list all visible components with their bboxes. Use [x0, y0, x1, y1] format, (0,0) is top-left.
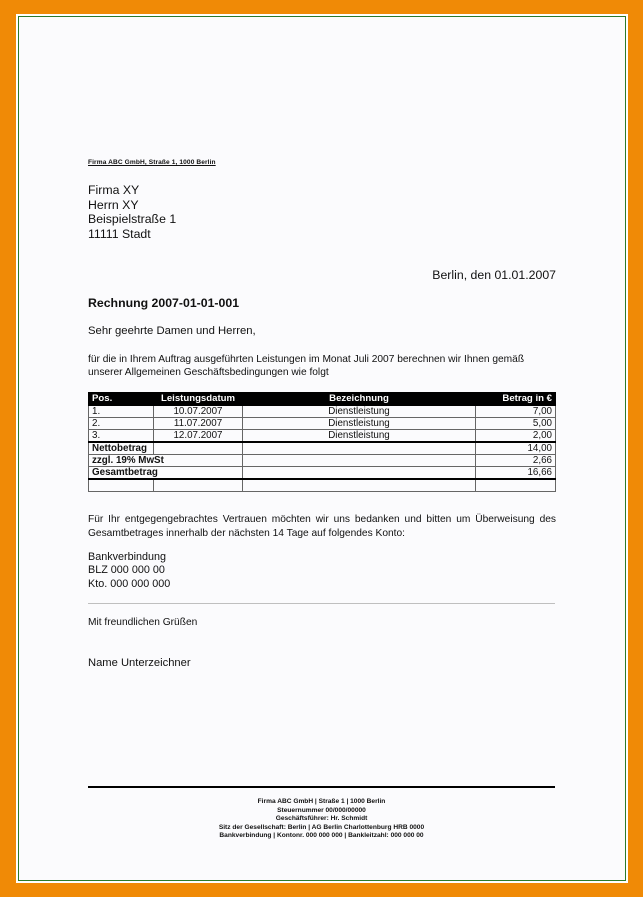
divider [88, 603, 555, 604]
empty-cell [154, 442, 243, 455]
footer-line: Bankverbindung | Kontonr. 000 000 000 | Bankleitzahl: 000 000 00 [219, 832, 424, 840]
cell-description: Dienstleistung [243, 418, 476, 430]
date-line: Berlin, den 01.01.2007 [432, 268, 556, 282]
sender-address-line: Firma ABC GmbH, Straße 1, 1000 Berlin [88, 159, 216, 166]
column-header-description: Bezeichnung [243, 393, 476, 406]
table-row [89, 430, 556, 443]
total-label: Gesamtbetrag [89, 467, 243, 480]
intro-paragraph: für die in Ihrem Auftrag ausgeführten Leistungen im Monat Juli 2007 berechnen wir Ihnen gemäß unserer Allgemeinen Geschäftsbedingungen wie folgt [88, 354, 525, 378]
recipient-line: 11111 Stadt [88, 226, 151, 241]
bank-line: Kto. 000 000 000 [88, 577, 171, 590]
vat-row [89, 455, 556, 467]
empty-cell [243, 467, 476, 480]
table-row [89, 406, 556, 418]
footer-divider [88, 786, 555, 788]
cell-description: Dienstleistung [243, 430, 476, 443]
cell-amount: 2,00 [476, 430, 556, 443]
cell-date: 10.07.2007 [154, 406, 243, 418]
empty-cell [476, 479, 556, 492]
table-row [89, 418, 556, 430]
empty-row [89, 479, 556, 492]
net-amount-row [89, 442, 556, 455]
cell-position: 2. [89, 418, 154, 430]
recipient-line: Herrn XY [88, 197, 139, 212]
salutation: Sehr geehrte Damen und Herren, [88, 325, 256, 337]
empty-cell [89, 479, 154, 492]
footer-line: Steuernummer 00/000/00000 [277, 806, 366, 814]
footer-line: Sitz der Gesellschaft: Berlin | AG Berlin Charlottenburg HRB 0000 [218, 823, 425, 831]
signer-name: Name Unterzeichner [88, 657, 191, 669]
cell-amount: 7,00 [476, 406, 556, 418]
cell-date: 12.07.2007 [154, 430, 243, 443]
cell-position: 1. [89, 406, 154, 418]
column-header-date: Leistungsdatum [154, 393, 243, 406]
column-header-amount: Betrag in € [476, 393, 556, 406]
recipient-line: Beispielstraße 1 [88, 212, 177, 226]
payment-request-paragraph: Für Ihr entgegengebrachtes Vertrauen möchten wir uns bedanken und bitten um Überweisung des Gesamtbetrages innerhalb der nächsten 14 Tage auf folgendes Konto: [88, 514, 556, 539]
invoice-title: Rechnung 2007-01-01-001 [88, 296, 240, 310]
empty-cell [154, 479, 243, 492]
empty-cell [243, 479, 476, 492]
bank-line: Bankverbindung [88, 551, 167, 563]
column-header-position: Pos. [89, 393, 154, 406]
footer-line: Geschäftsführer: Hr. Schmidt [275, 815, 368, 823]
closing-regards: Mit freundlichen Grüßen [88, 617, 198, 628]
cell-position: 3. [89, 430, 154, 443]
table-header-row [89, 393, 556, 406]
cell-date: 11.07.2007 [154, 418, 243, 430]
vat-label: zzgl. 19% MwSt [89, 455, 243, 467]
recipient-line: Firma XY [88, 183, 140, 197]
net-amount-value: 14,00 [476, 442, 556, 455]
empty-cell [243, 455, 476, 467]
empty-cell [243, 442, 476, 455]
net-amount-label: Nettobetrag [89, 442, 154, 455]
bank-line: BLZ 000 000 00 [88, 564, 165, 577]
invoice-table [88, 392, 556, 492]
recipient-address [88, 183, 176, 241]
total-row [89, 467, 556, 480]
total-value: 16,66 [476, 467, 556, 480]
vat-value: 2,66 [476, 455, 556, 467]
footer-line: Firma ABC GmbH | Straße 1 | 1000 Berlin [257, 798, 386, 805]
bank-details [88, 551, 170, 591]
cell-description: Dienstleistung [243, 406, 476, 418]
cell-amount: 5,00 [476, 418, 556, 430]
footer [88, 798, 555, 841]
